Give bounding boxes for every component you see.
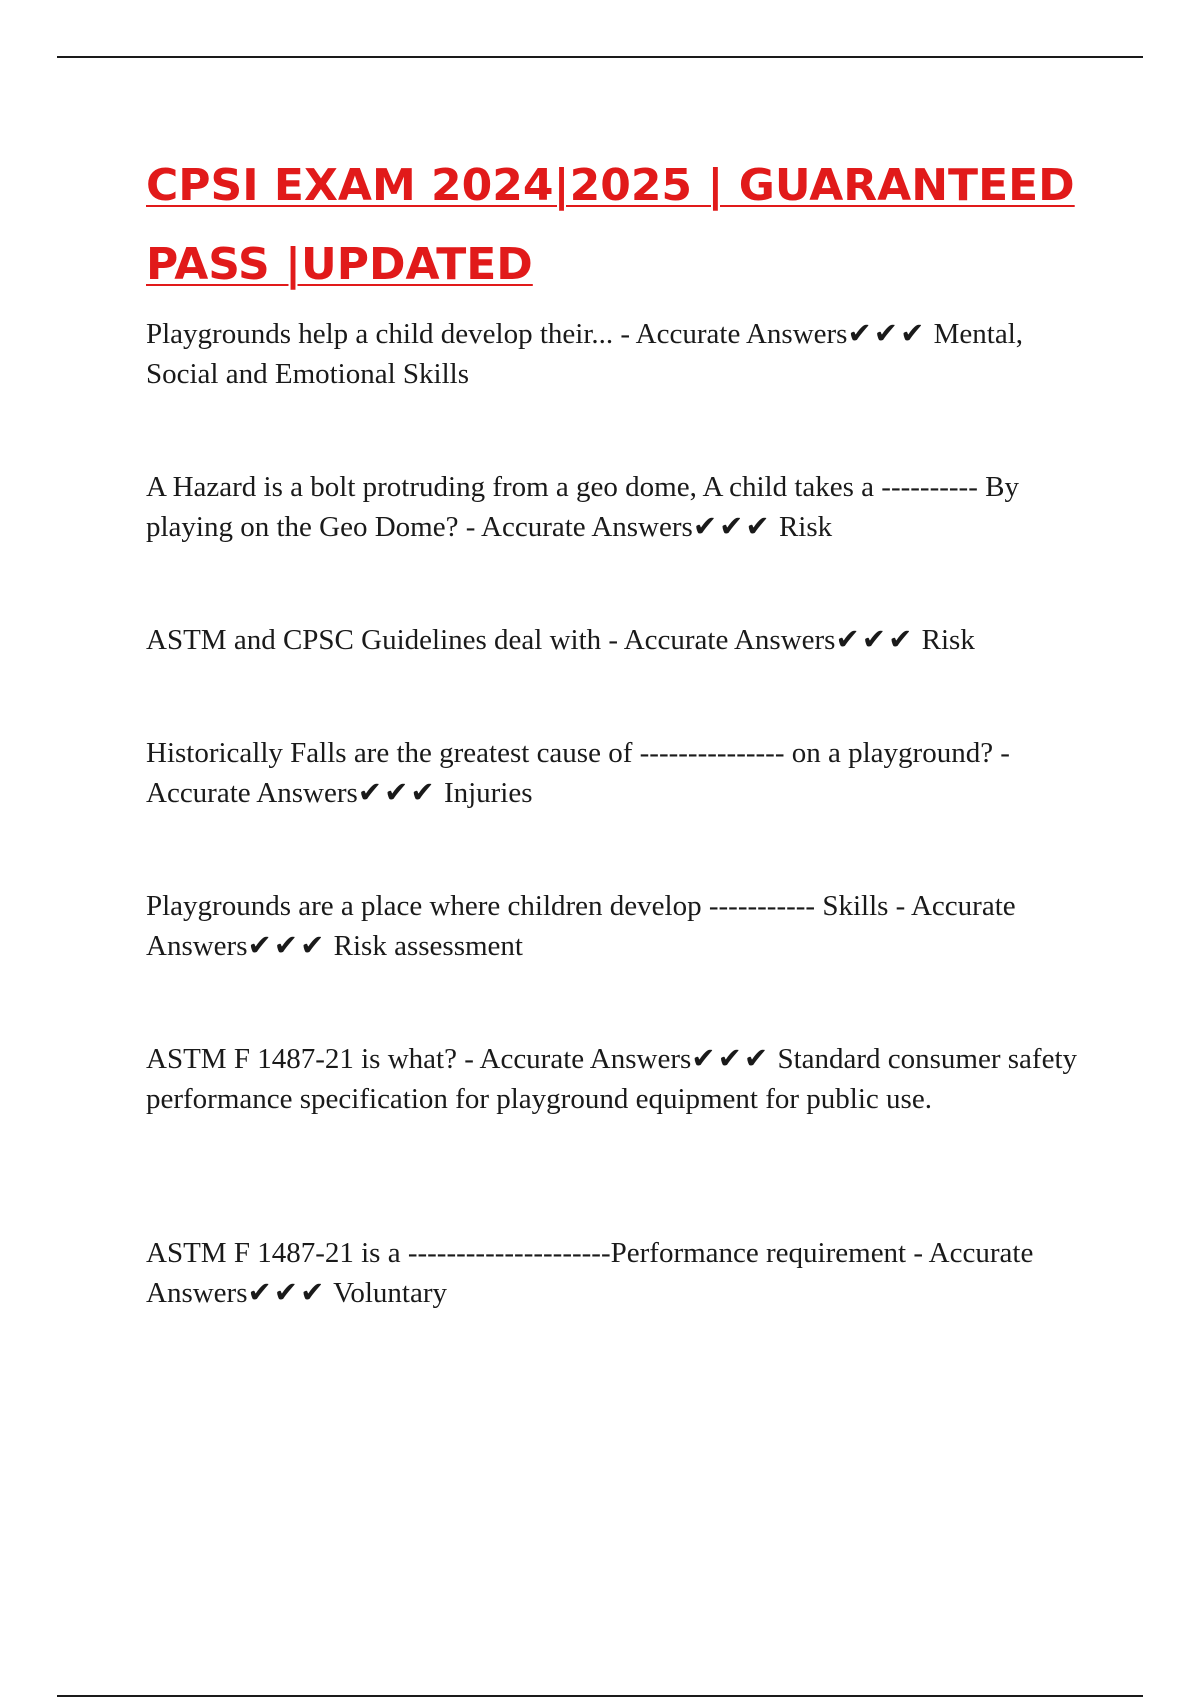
question-text: ASTM and CPSC Guidelines deal with - Accurate Answers — [146, 624, 836, 656]
answer-text: Standard consumer safety performance specification for playground equipment for public use. — [146, 1043, 1078, 1115]
question-text: Playgrounds are a place where children develop ----------- Skills - Accurate Answers — [146, 890, 1016, 962]
answer-text: Risk — [914, 624, 975, 656]
question-text: ASTM F 1487-21 is what? - Accurate Answers — [146, 1043, 692, 1075]
checkmarks: ✔✔✔ — [247, 930, 327, 962]
answer-text: Risk assessment — [326, 930, 523, 962]
checkmarks: ✔✔✔ — [835, 624, 915, 656]
qa-item — [146, 467, 1096, 547]
answer-text: Voluntary — [326, 1277, 447, 1309]
answer-text: Mental, Social and Emotional Skills — [146, 318, 1024, 390]
question-text: Playgrounds help a child develop their... - Accurate Answers — [146, 318, 848, 350]
question-text: A Hazard is a bolt protruding from a geo dome, A child takes a ---------- By playing on the Geo Dome? - Accurate Answers — [146, 471, 1019, 543]
checkmarks: ✔✔✔ — [691, 1043, 771, 1075]
answer-text: Injuries — [436, 777, 533, 809]
qa-item — [146, 1039, 1096, 1119]
top-divider — [57, 56, 1143, 58]
checkmarks: ✔✔✔ — [847, 318, 927, 350]
document-title: CPSI EXAM 2024|2025 | GUARANTEED PASS |UPDATED — [146, 160, 1075, 290]
answer-text: Risk — [771, 511, 833, 543]
checkmarks: ✔✔✔ — [357, 777, 437, 809]
qa-item — [146, 620, 1096, 660]
qa-item — [146, 886, 1096, 966]
question-text: Historically Falls are the greatest cause of --------------- on a playground? - Accurate Answers — [146, 737, 1010, 809]
bottom-divider — [57, 1695, 1143, 1697]
checkmarks: ✔✔✔ — [692, 511, 772, 543]
question-text: ASTM F 1487-21 is a ---------------------Performance requirement - Accurate Answers — [146, 1237, 1034, 1309]
checkmarks: ✔✔✔ — [247, 1277, 327, 1309]
qa-item — [146, 1233, 1096, 1313]
qa-item — [146, 314, 1096, 394]
qa-item — [146, 733, 1096, 813]
